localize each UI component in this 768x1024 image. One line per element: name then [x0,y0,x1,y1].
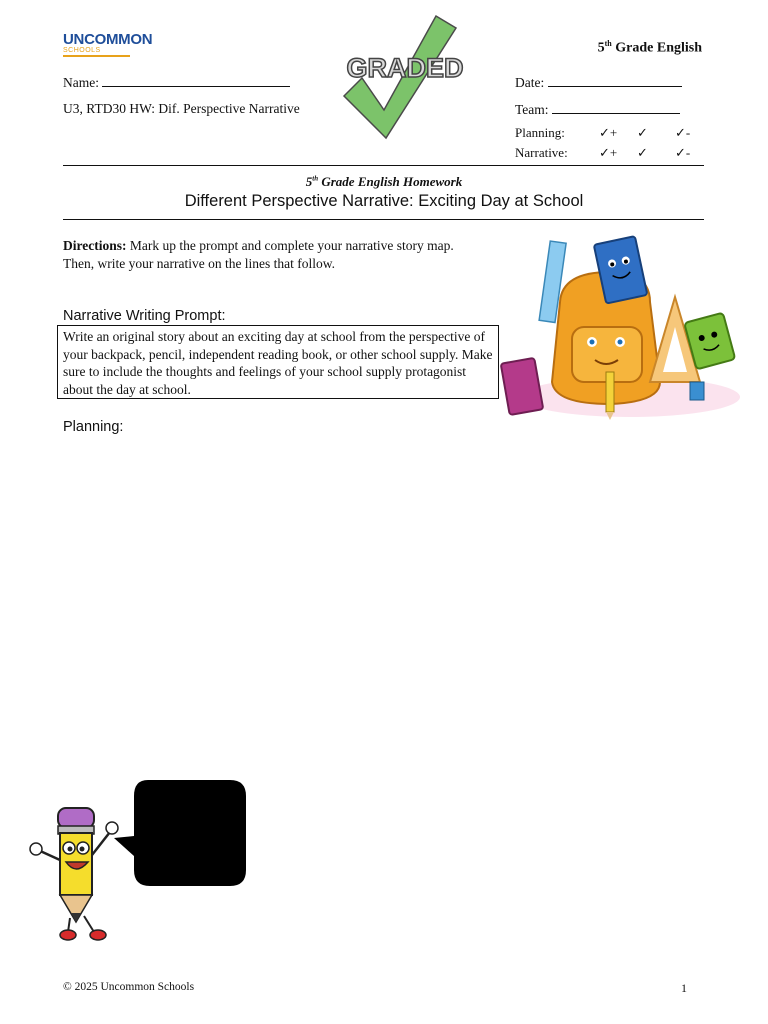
planning-heading: Planning: [63,419,124,435]
narrative-label: Narrative: [515,145,568,160]
assignment-title: U3, RTD30 HW: Dif. Perspective Narrative [63,101,300,116]
team-label: Team: [515,102,549,117]
header-divider [63,165,704,166]
team-blank[interactable] [552,101,680,114]
speech-bubble [110,778,250,890]
logo-schools: SCHOOLS [63,47,101,54]
page-title: Different Perspective Narrative: Exciting Day at School [184,192,584,210]
check-plus[interactable]: ✓+ [599,145,618,160]
title-divider [63,219,704,220]
homework-subtitle: 5th Grade English Homework [305,174,463,189]
graded-stamp-icon [340,12,470,144]
prompt-box: Write an original story about an exciting day at school from the perspective of your backpack, pencil, independent reading book, or other school supply. Make sure to include the thoughts and feelings of your school supply protagonist about the day at school. [57,325,499,399]
graded-text: GRADED [346,53,464,83]
directions-text: Mark up the prompt and complete your narrative story map. Then, write your narrative on the lines that follow. [63,238,454,271]
name-blank[interactable] [102,74,290,87]
directions [63,237,473,273]
prompt-heading: Narrative Writing Prompt: [63,308,226,324]
planning-check-row [515,125,713,141]
course-title: 5th Grade English [597,39,702,56]
date-label: Date: [515,75,545,90]
check[interactable]: ✓ [637,125,648,140]
copyright: © 2025 Uncommon Schools [63,981,195,993]
date-blank[interactable] [548,74,682,87]
narrative-check-row [515,145,713,161]
directions-label: Directions: [63,238,127,253]
school-supplies-illustration [500,232,744,424]
check[interactable]: ✓ [637,145,648,160]
check-minus[interactable]: ✓- [675,125,691,140]
name-label: Name: [63,75,99,90]
check-minus[interactable]: ✓- [675,145,691,160]
logo-uncommon: UNCOMMON [63,31,153,48]
team-field[interactable] [515,101,680,118]
check-plus[interactable]: ✓+ [599,125,618,140]
page-number: 1 [681,981,687,995]
planning-label: Planning: [515,125,565,140]
name-field[interactable] [63,74,290,91]
logo-underline [63,55,130,57]
date-field[interactable] [515,74,682,91]
